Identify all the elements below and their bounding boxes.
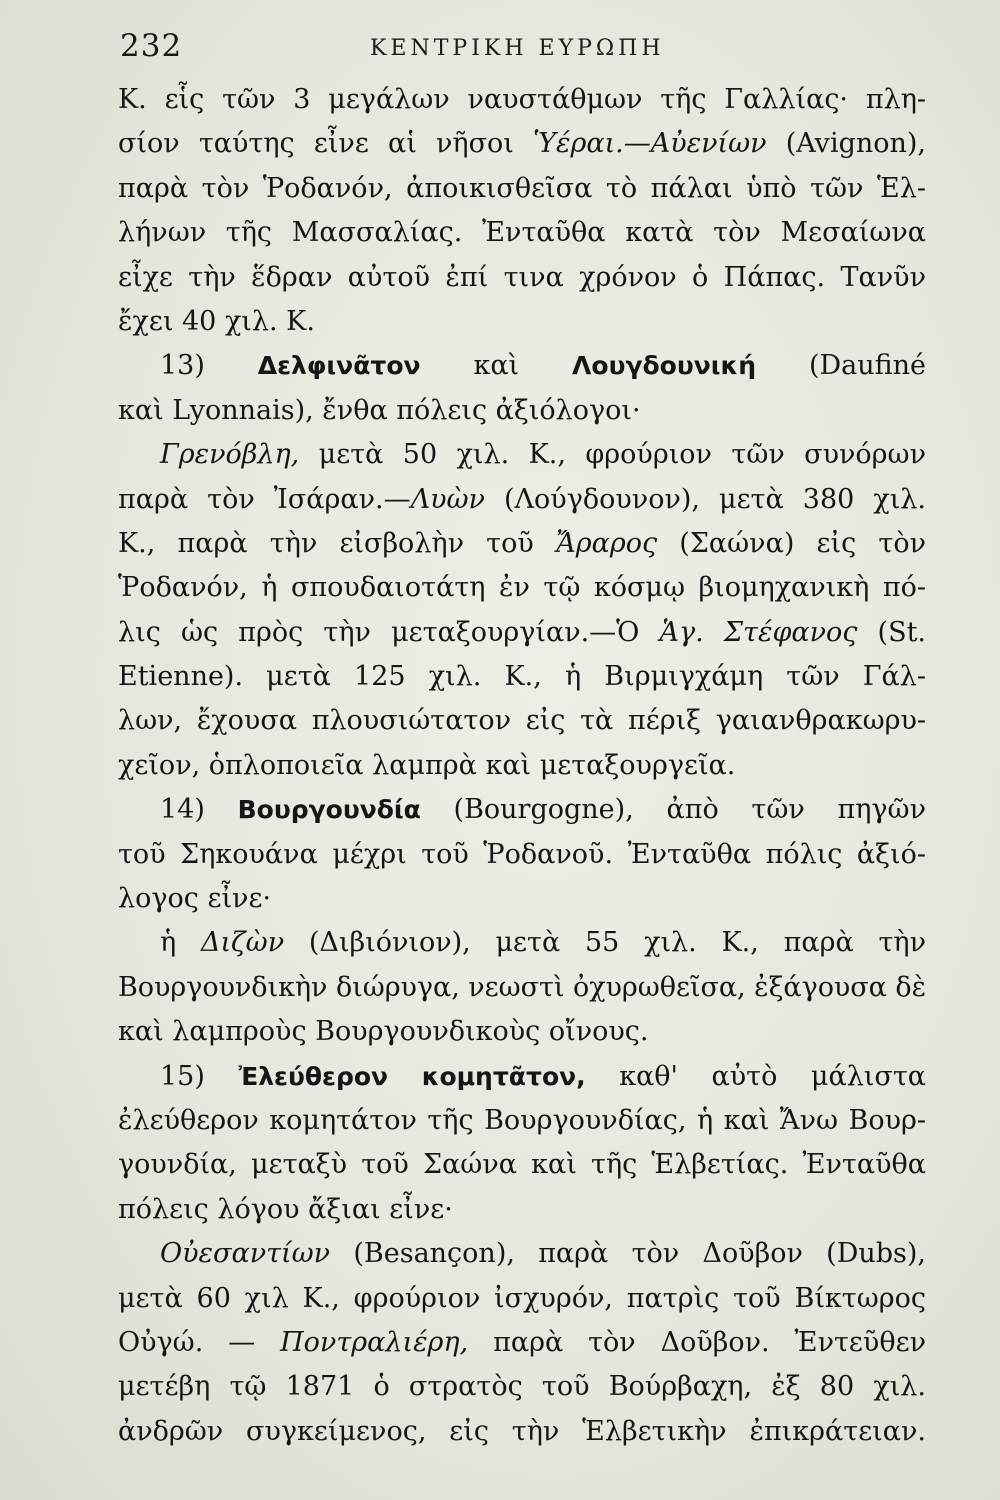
text-line: Βουργουνδικὴν διώρυγα, νεωστὶ ὀχυρωθεῖσα, ἐξάγουσα δὲ <box>118 971 926 1003</box>
text-line: πόλεις λόγου ἄξιαι εἶνε· <box>118 1193 453 1225</box>
text-line: εἶχε τὴν ἕδραν αὐτοῦ ἐπί τινα χρόνον ὁ Πάπας. Τανῦν <box>118 261 926 293</box>
text-line: ἐλεύθερον κομητάτον τῆς Βουργουνδίας, ἡ καὶ Ἄνω Βουρ- <box>118 1104 926 1136</box>
body-text <box>118 78 926 1454</box>
text-line: γουνδία, μεταξὺ τοῦ Σαώνα καὶ τῆς Ἑλβετίας. Ἐνταῦθα <box>118 1149 926 1181</box>
section-heading-15: 15) Ἐλεύθερον κομητᾶτον, καθ' αὐτὸ μάλιστα <box>160 1060 926 1092</box>
text-line: καὶ λαμπροὺς Βουργουνδικοὺς οἴνους. <box>118 1016 649 1048</box>
running-head: ΚΕΝΤΡΙΚΗ ΕΥΡΩΠΗ <box>370 36 665 61</box>
text-line: παρὰ τὸν Ἰσάραν.—Λυὼν (Λούγδουνον), μετὰ 380 χιλ. <box>118 483 926 515</box>
text-line: Ῥοδανόν, ἡ σπουδαιοτάτη ἐν τῷ κόσμῳ βιομηχανικὴ πό- <box>118 572 926 604</box>
text-line: Οὐεσαντίων (Besançon), παρὰ τὸν Δοῦβον (Dubs), <box>160 1238 926 1270</box>
text-line: Γρενόβλη, μετὰ 50 χιλ. Κ., φρούριον τῶν συνόρων <box>160 439 926 471</box>
text-line: Κ., παρὰ τὴν εἰσβολὴν τοῦ Ἄραρος (Σαώνα) εἰς τὸν <box>118 527 926 559</box>
text-line: σίον ταύτης εἶνε αἱ νῆσοι Ὑέραι.—Αὐενίων (Avignon), <box>118 128 926 160</box>
text-line: μετὰ 60 χιλ Κ., φρούριον ἰσχυρόν, πατρὶς τοῦ Βίκτωρος <box>118 1282 926 1314</box>
text-line: Οὐγώ. — Ποντραλιέρη, παρὰ τὸν Δοῦβον. Ἐντεῦθεν <box>118 1326 926 1358</box>
text-line: λις ὡς πρὸς τὴν μεταξουργίαν.—Ὁ Ἁγ. Στέφανος (St. <box>118 616 926 648</box>
text-line: καὶ Lyonnais), ἔνθα πόλεις ἀξιόλογοι· <box>118 394 641 426</box>
text-line: ἔχει 40 χιλ. Κ. <box>118 305 315 337</box>
text-line: παρὰ τὸν Ῥοδανόν, ἀποικισθεῖσα τὸ πάλαι ὑπὸ τῶν Ἑλ- <box>118 172 926 204</box>
page-number: 232 <box>120 28 183 64</box>
text-line: ἀνδρῶν συγκείμενος, εἰς τὴν Ἑλβετικὴν ἐπικράτειαν. <box>118 1415 926 1447</box>
section-heading-13: 13) Δελφινᾶτον καὶ Λουγδουνική (Daufiné <box>160 350 926 382</box>
text-line: λήνων τῆς Μασσαλίας. Ἐνταῦθα κατὰ τὸν Μεσαίωνα <box>118 217 926 249</box>
text-line: χεῖον, ὁπλοποιεῖα λαμπρὰ καὶ μεταξουργεῖα. <box>118 749 736 781</box>
text-line: λων, ἔχουσα πλουσιώτατον εἰς τὰ πέριξ γαιανθρακωρυ- <box>118 705 926 737</box>
text-line: Κ. εἷς τῶν 3 μεγάλων ναυστάθμων τῆς Γαλλίας· πλη- <box>118 84 926 115</box>
text-line: Etienne). μετὰ 125 χιλ. Κ., ἡ Βιρμιγχάμη τῶν Γάλ- <box>118 661 926 693</box>
text-line: μετέβη τῷ 1871 ὁ στρατὸς τοῦ Βούρβαχη, ἐξ 80 χιλ. <box>118 1371 926 1403</box>
text-line: τοῦ Σηκουάνα μέχρι τοῦ Ῥοδανοῦ. Ἐνταῦθα πόλις ἀξιό- <box>118 838 926 870</box>
section-heading-14: 14) Βουργουνδία (Bourgogne), ἀπὸ τῶν πηγῶν <box>160 794 926 826</box>
text-line: λογος εἶνε· <box>118 883 272 915</box>
page-header <box>110 28 920 78</box>
text-line: ἡ Διζὼν (Διβιόνιον), μετὰ 55 χιλ. Κ., παρὰ τὴν <box>160 927 926 959</box>
